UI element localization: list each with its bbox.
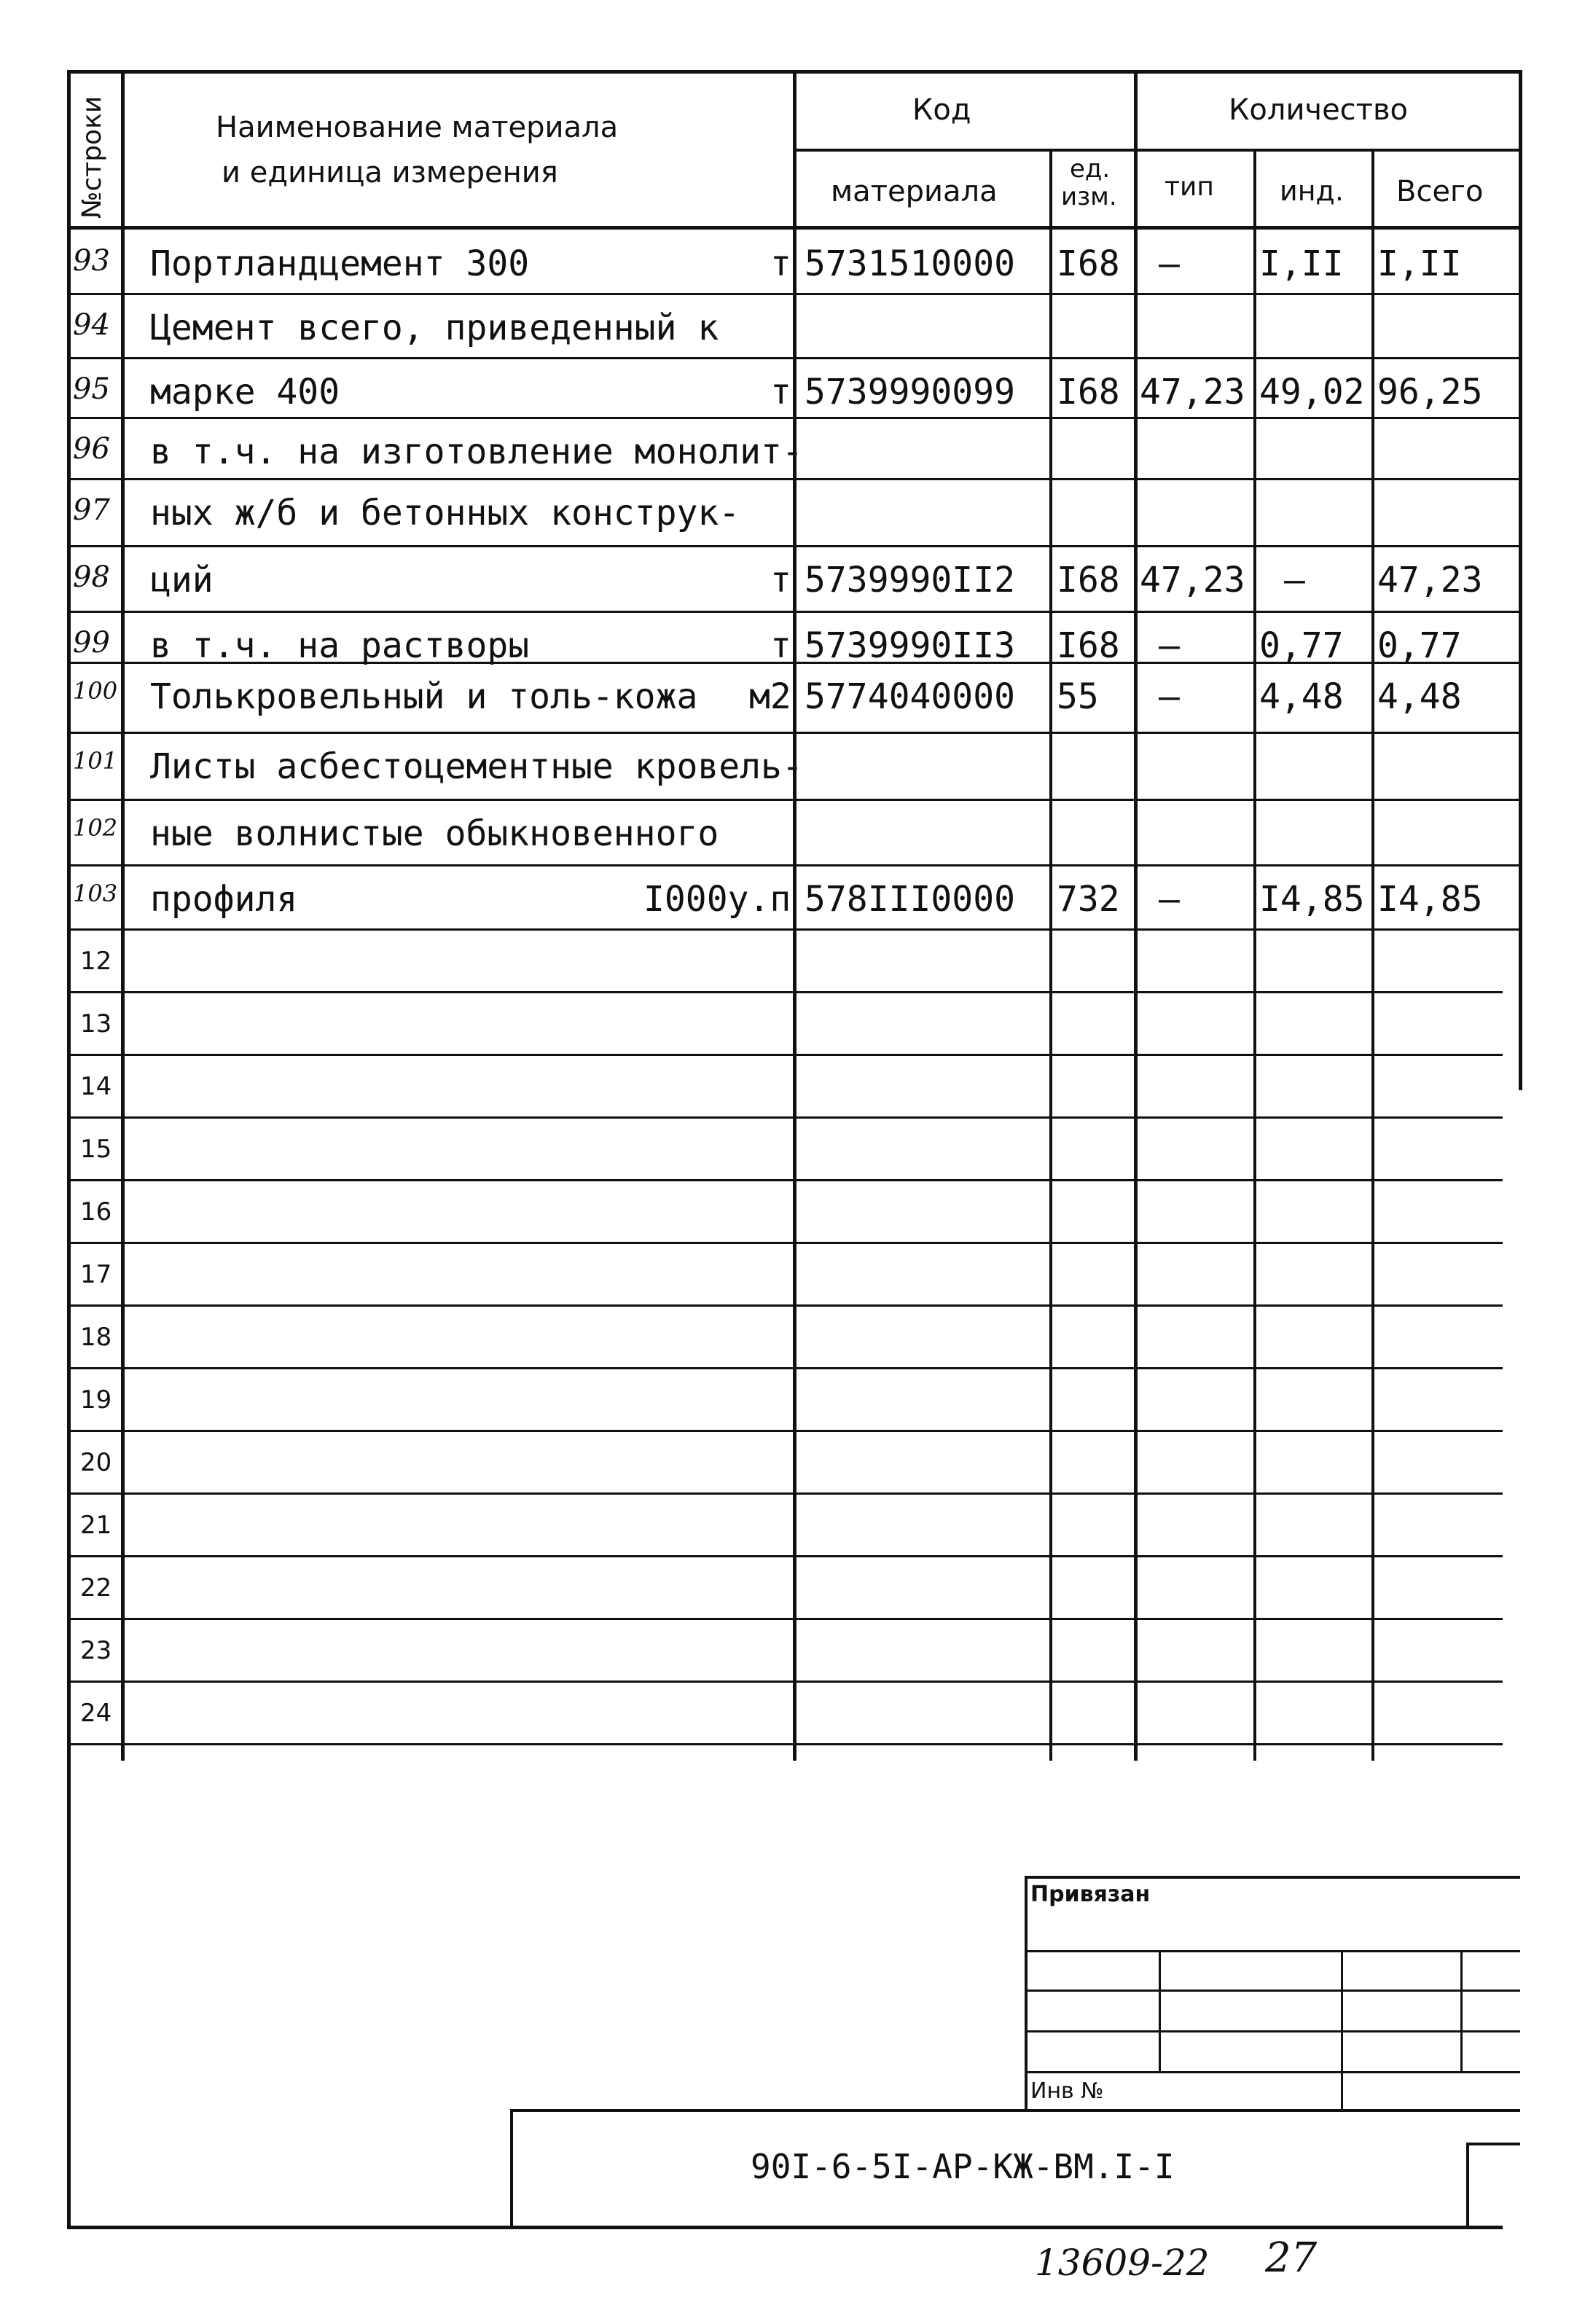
name-header-line2: и единица измерения: [222, 156, 558, 189]
unit-header-line1: ед.: [1070, 154, 1111, 184]
material-name: профиля: [150, 879, 298, 920]
material-code: 578III0000: [805, 879, 1015, 920]
type-header: тип: [1165, 172, 1214, 202]
material-unit: т: [770, 625, 791, 666]
document-code: 90I-6-5I-АР-КЖ-ВМ.I-I: [751, 2147, 1175, 2186]
row-number: 102: [73, 814, 118, 842]
row-number: 23: [80, 1636, 112, 1665]
material-name: ных ж/б и бетонных конструк-: [150, 493, 740, 533]
name-header-line1: Наименование материала: [216, 111, 619, 144]
individual-quantity: 0,77: [1259, 625, 1344, 666]
material-name: Толькровельный и толь-кожа: [150, 676, 698, 717]
inventory-number-label: Инв №: [1030, 2078, 1104, 2104]
material-name: ные волнистые обыкновенного: [150, 813, 719, 854]
material-code: 5731510000: [805, 243, 1015, 284]
row-number: 20: [80, 1448, 112, 1477]
row-number: 98: [73, 560, 110, 594]
material-unit: т: [770, 372, 791, 412]
row-number: 103: [73, 880, 118, 907]
row-number: 24: [80, 1699, 112, 1728]
material-code: 5739990II2: [805, 560, 1015, 600]
row-number: 21: [80, 1511, 112, 1540]
unit-code: 55: [1057, 676, 1099, 717]
total-quantity: 0,77: [1377, 625, 1462, 666]
unit-code: I68: [1057, 625, 1120, 666]
total-quantity: 4,48: [1377, 676, 1462, 717]
material-name: ций: [150, 560, 214, 600]
row-number: 16: [80, 1197, 112, 1226]
row-number: 100: [73, 677, 118, 705]
row-number: 14: [80, 1072, 112, 1101]
row-number: 15: [80, 1135, 112, 1164]
quantity-header: Количество: [1229, 93, 1409, 127]
archive-number: 13609-22: [1035, 2242, 1210, 2284]
individual-header: инд.: [1280, 175, 1344, 207]
type-quantity: –: [1159, 676, 1180, 717]
page-number: 27: [1265, 2234, 1318, 2282]
row-number: 97: [73, 493, 110, 527]
material-name: в т.ч. на изготовление монолит-: [150, 431, 803, 472]
unit-header-line2: изм.: [1061, 182, 1117, 211]
row-number: 17: [80, 1260, 112, 1289]
row-number: 99: [73, 626, 110, 660]
total-header: Всего: [1396, 175, 1484, 208]
type-quantity: 47,23: [1140, 560, 1245, 600]
row-number: 12: [80, 947, 112, 976]
individual-quantity: 49,02: [1259, 372, 1365, 412]
row-number-header: №строки: [77, 95, 107, 219]
unit-code: 732: [1057, 879, 1120, 920]
material-unit: т: [770, 243, 791, 284]
unit-code: I68: [1057, 372, 1120, 412]
material-code: 5774040000: [805, 676, 1015, 717]
material-name: Портландцемент 300: [150, 243, 530, 284]
unit-code: I68: [1057, 243, 1120, 284]
row-number: 94: [73, 308, 110, 342]
privyazan-label: Привязан: [1030, 1882, 1151, 1907]
material-unit: м2: [749, 676, 791, 717]
total-quantity: I,II: [1377, 243, 1462, 284]
individual-quantity: I,II: [1259, 243, 1344, 284]
row-number: 96: [73, 432, 110, 466]
material-unit: т: [770, 560, 791, 600]
material-code: 5739990II3: [805, 625, 1015, 666]
material-code: 5739990099: [805, 372, 1015, 412]
row-number: 18: [80, 1323, 112, 1352]
row-number: 22: [80, 1573, 112, 1603]
material-name: в т.ч. на растворы: [150, 625, 530, 666]
type-quantity: 47,23: [1140, 372, 1245, 412]
material-name: марке 400: [150, 372, 340, 412]
row-number: 13: [80, 1009, 112, 1038]
type-quantity: –: [1159, 625, 1180, 666]
total-quantity: 47,23: [1377, 560, 1483, 600]
row-number: 95: [73, 372, 110, 406]
total-quantity: I4,85: [1377, 879, 1483, 920]
row-number: 19: [80, 1385, 112, 1415]
material-name: Листы асбестоцементные кровель-: [150, 746, 803, 787]
material-header: материала: [831, 175, 998, 208]
material-name: Цемент всего, приведенный к: [150, 308, 719, 348]
material-unit: I000у.п: [643, 879, 791, 920]
individual-quantity: 4,48: [1259, 676, 1344, 717]
individual-quantity: I4,85: [1259, 879, 1365, 920]
row-number: 101: [73, 747, 118, 775]
total-quantity: 96,25: [1377, 372, 1483, 412]
type-quantity: –: [1159, 243, 1180, 284]
type-quantity: –: [1159, 879, 1180, 920]
row-number: 93: [73, 244, 110, 278]
unit-code: I68: [1057, 560, 1120, 600]
code-header: Код: [912, 93, 971, 127]
individual-quantity: –: [1284, 560, 1305, 600]
